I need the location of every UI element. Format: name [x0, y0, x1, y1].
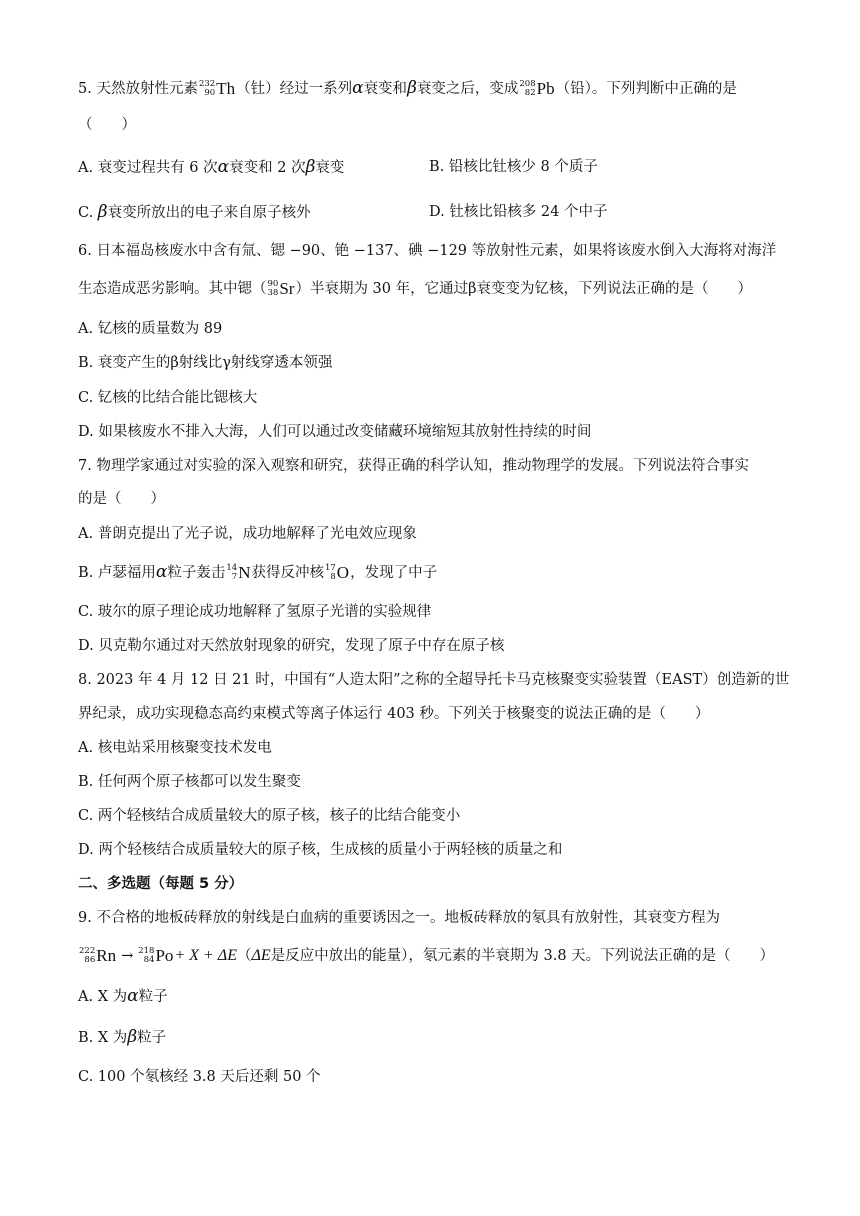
q8-option-d: D. 两个轻核结合成质量较大的原子核，生成核的质量小于两轻核的质量之和	[78, 842, 563, 858]
beta-symbol: β	[407, 78, 417, 98]
q6-option-a: A. 钇核的质量数为 89	[78, 321, 223, 337]
beta-symbol: β	[127, 1027, 138, 1047]
q7-option-c: C. 玻尔的原子理论成功地解释了氢原子光谱的实验规律	[78, 604, 432, 620]
q6-option-c: C. 钇核的比结合能比锶核大	[78, 390, 258, 406]
q8-option-b: B. 任何两个原子核都可以发生聚变	[78, 774, 301, 790]
q6-option-d: D. 如果核废水不排入大海，人们可以通过改变储藏环境缩短其放射性持续的时间	[78, 424, 592, 440]
q7-option-b: B. 卢瑟福用α粒子轰击 14 7 N 获得反冲核 17 8 O ，发现了中子	[78, 562, 438, 582]
q6-stem-line1: 6. 日本福岛核废水中含有氚、锶 −90、铯 −137、碘 −129 等放射性元素，如果将该废水倒入大海将对海洋	[78, 243, 777, 259]
alpha-symbol: α	[155, 562, 168, 582]
q5-answer-paren: （ ）	[78, 117, 136, 133]
q7-stem-line1: 7. 物理学家通过对实验的深入观察和研究，获得正确的科学认知，推动物理学的发展。下列说法符合事实	[78, 458, 749, 474]
q9-option-a: A. X 为α粒子	[78, 986, 168, 1006]
nuclide-po: 218 84 Po	[138, 946, 174, 965]
nuclide-th: 232 90 Th	[198, 79, 236, 98]
alpha-symbol: α	[352, 78, 364, 98]
q7-stem-line2: 的是（ ）	[78, 491, 165, 507]
q9-option-b: B. X 为β粒子	[78, 1027, 167, 1047]
q9-equation-line: 222 86 Rn → 218 84 Po + X + ΔE（ΔE是反应中放出的能量），氡元素的半衰期为 3.8 天。下列说法正确的是（ ）	[79, 946, 775, 965]
q9-option-c: C. 100 个氡核经 3.8 天后还剩 50 个	[78, 1069, 321, 1085]
q5-option-b: B. 铅核比钍核少 8 个质子	[429, 159, 598, 175]
q6-option-b: B. 衰变产生的β射线比γ射线穿透本领强	[78, 355, 333, 371]
q5-option-d: D. 钍核比铅核多 24 个中子	[429, 204, 608, 220]
q7-option-d: D. 贝克勒尔通过对天然放射现象的研究，发现了原子中存在原子核	[78, 638, 505, 654]
section-title-multiple-choice: 二、多选题（每题 5 分）	[78, 876, 244, 892]
q7-option-a: A. 普朗克提出了光子说，成功地解释了光电效应现象	[78, 526, 417, 542]
nuclide-o: 17 8 O	[324, 563, 350, 582]
q5-option-a: A. 衰变过程共有 6 次α衰变和 2 次β衰变	[78, 157, 345, 177]
nuclide-rn: 222 86 Rn	[79, 946, 117, 965]
q5-text: 天然放射性元素	[96, 81, 198, 97]
arrow-icon: →	[121, 948, 134, 964]
nuclide-sr: 90 38 Sr	[267, 279, 295, 298]
nuclide-n: 14 7 N	[226, 563, 251, 582]
q5-stem-line1: 5. 天然放射性元素 232 90 Th （钍）经过一系列α衰变和β衰变之后，变成 208 82 Pb （铅）。下列判断中正确的是	[78, 78, 737, 98]
q5-number: 5.	[78, 81, 97, 97]
q8-stem-line2: 界纪录，成功实现稳态高约束模式等离子体运行 403 秒。下列关于核聚变的说法正确的是（ ）	[78, 706, 710, 722]
alpha-symbol: α	[127, 986, 139, 1006]
q8-option-a: A. 核电站采用核聚变技术发电	[78, 740, 272, 756]
q8-option-c: C. 两个轻核结合成质量较大的原子核，核子的比结合能变小	[78, 808, 461, 824]
q8-stem-line1: 8. 2023 年 4 月 12 日 21 时，中国有“人造太阳”之称的全超导托卡马克核聚变实验装置（EAST）创造新的世	[78, 672, 790, 688]
q5-option-c: C. β衰变所放出的电子来自原子核外	[78, 202, 311, 222]
q9-stem-line1: 9. 不合格的地板砖释放的射线是白血病的重要诱因之一。地板砖释放的氡具有放射性，其衰变方程为	[78, 910, 720, 926]
nuclide-pb: 208 82 Pb	[519, 79, 555, 98]
q6-stem-line2: 生态造成恶劣影响。其中锶（ 90 38 Sr ）半衰期为 30 年，它通过β衰变变为钇核，下列说法正确的是（ ）	[78, 279, 753, 298]
equation-tail: + X + ΔE	[174, 947, 237, 964]
